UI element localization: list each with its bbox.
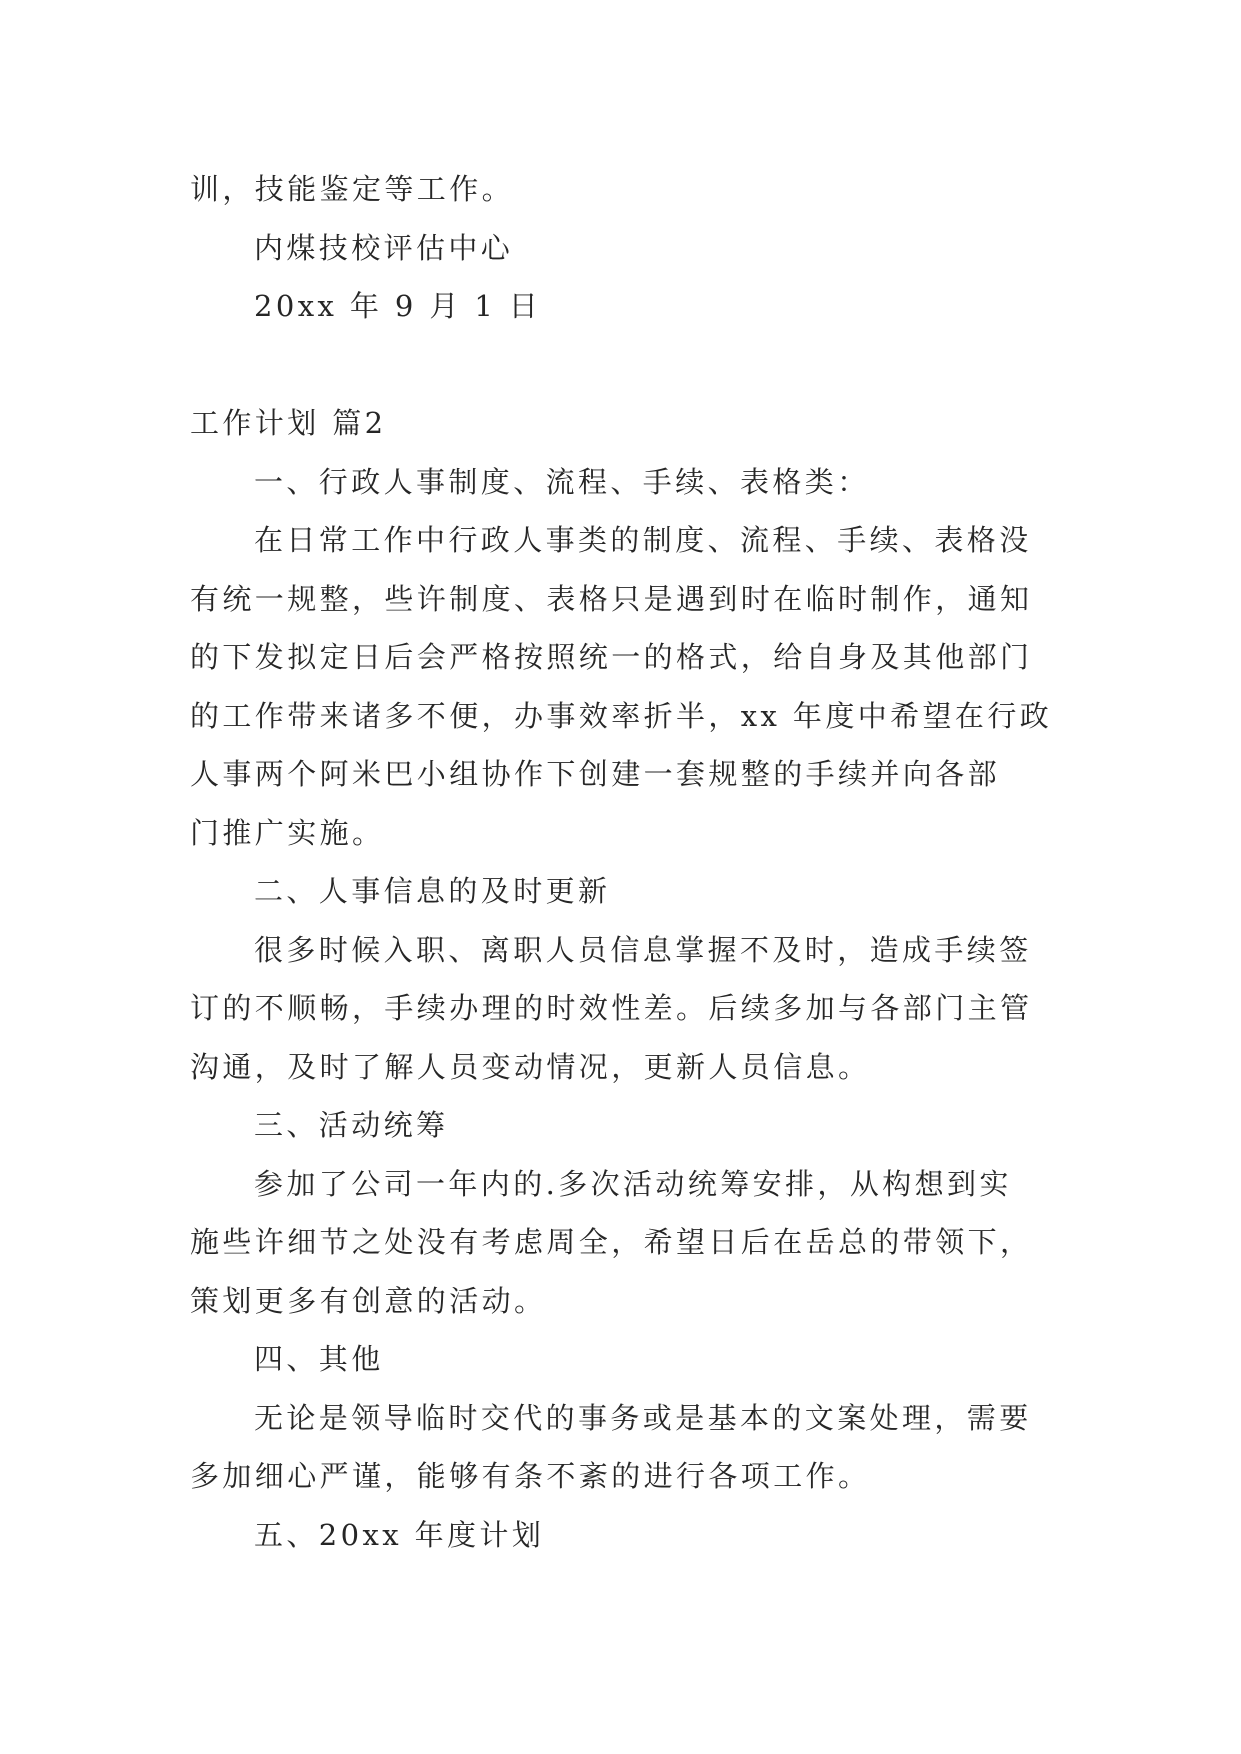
paragraph-line: 一、行政人事制度、流程、手续、表格类：: [254, 464, 870, 499]
paragraph-line: 五、20xx 年度计划: [254, 1517, 545, 1552]
continuation-line: 训，技能鉴定等工作。: [190, 172, 515, 206]
paragraph-line: 人事两个阿米巴小组协作下创建一套规整的手续并向各部: [190, 757, 1001, 791]
paragraph-line: 施些许细节之处没有考虑周全，希望日后在岳总的带领下，: [190, 1225, 1033, 1259]
paragraph-line: 四、其他: [254, 1342, 384, 1376]
paragraph-line: 三、活动统筹: [254, 1108, 449, 1142]
paragraph-line: 门推广实施。: [190, 815, 385, 850]
section-title: 工作计划 篇2: [190, 406, 387, 440]
signature-date: 20xx 年 9 月 1 日: [254, 289, 542, 323]
document-body: [190, 160, 1070, 1564]
paragraph-line: 多加细心严谨，能够有条不紊的进行各项工作。: [190, 1459, 871, 1493]
paragraph-line: 参加了公司一年内的.多次活动统筹安排，从构想到实: [254, 1166, 1012, 1201]
paragraph-line: 的下发拟定日后会严格按照统一的格式，给自身及其他部门: [190, 640, 1033, 674]
paragraph-line: 订的不顺畅，手续办理的时效性差。后续多加与各部门主管: [190, 991, 1033, 1025]
paragraph-line: 二、人事信息的及时更新: [254, 874, 611, 908]
signature-org: 内煤技校评估中心: [254, 230, 514, 265]
section-gap: [190, 336, 1070, 395]
paragraph-line: 很多时候入职、离职人员信息掌握不及时，造成手续签: [254, 932, 1032, 967]
paragraph-line: 无论是领导临时交代的事务或是基本的文案处理，需要: [254, 1400, 1032, 1435]
paragraph-line: 沟通，及时了解人员变动情况，更新人员信息。: [190, 1049, 871, 1084]
paragraph-line: 有统一规整，些许制度、表格只是遇到时在临时制作，通知: [190, 581, 1033, 616]
paragraph-line: 策划更多有创意的活动。: [190, 1283, 547, 1318]
paragraph-line: 在日常工作中行政人事类的制度、流程、手续、表格没: [254, 523, 1032, 557]
paragraph-line: 的工作带来诸多不便，办事效率折半，xx 年度中希望在行政: [190, 698, 1053, 733]
